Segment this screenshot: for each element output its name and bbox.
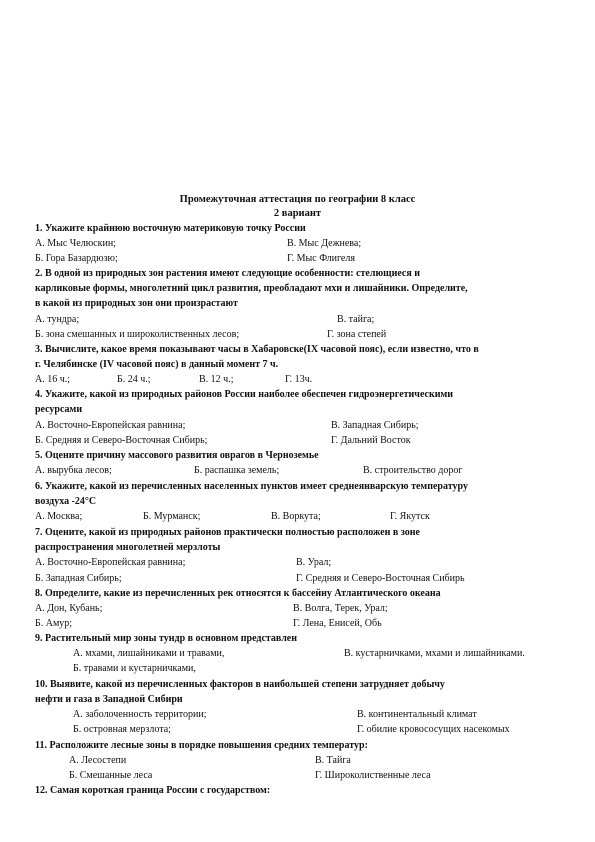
option-7a: А. Восточно-Европейская равнина;: [35, 557, 186, 568]
option-8b: Б. Амур;: [35, 618, 73, 629]
question-2-line-3: в какой из природных зон они произрастают: [35, 298, 238, 309]
option-1a: А. Мыс Челюскин;: [35, 238, 116, 249]
option-10b: Б. островная мерзлота;: [73, 724, 171, 735]
option-7b: Б. Западная Сибирь;: [35, 573, 122, 584]
question-5: 5. Оцените причину массового развития оврагов в Черноземье: [35, 450, 319, 461]
option-4v: В. Западная Сибирь;: [331, 420, 419, 431]
option-8a: А. Дон, Кубань;: [35, 603, 103, 614]
option-6g: Г. Якутск: [390, 511, 430, 522]
question-7-line-1: 7. Оцените, какой из природных районов практически полностью расположен в зоне: [35, 527, 420, 538]
option-5a: А. вырубка лесов;: [35, 465, 112, 476]
option-3a: А. 16 ч.;: [35, 374, 71, 385]
option-3b: Б. 24 ч.;: [117, 374, 151, 385]
question-6-line-2: воздуха -24°С: [35, 496, 97, 507]
question-10-line-2: нефти и газа в Западной Сибири: [35, 694, 183, 705]
variant-label: 2 вариант: [273, 208, 322, 219]
question-7-line-2: распространения многолетней мерзлоты: [35, 542, 221, 553]
option-9a: А. мхами, лишайниками и травами,: [73, 648, 225, 659]
document-title: Промежуточная аттестация по географии 8 класс: [179, 194, 416, 205]
option-5v: В. строительство дорог: [363, 465, 463, 476]
question-2-line-1: 2. В одной из природных зон растения имеют следующие особенности: стелющиеся и: [35, 268, 420, 279]
option-3v: В. 12 ч.;: [199, 374, 234, 385]
option-7v: В. Урал;: [296, 557, 332, 568]
option-9b: Б. травами и кустарничками,: [73, 663, 196, 674]
option-2b: Б. зона смешанных и широколиственных лесов;: [35, 329, 240, 340]
option-4g: Г. Дальний Восток: [331, 435, 411, 446]
option-2a: А. тундра;: [35, 314, 80, 325]
option-10v: В. континентальный климат: [357, 709, 477, 720]
option-11v: В. Тайга: [315, 755, 351, 766]
option-4b: Б. Средняя и Северо-Восточная Сибирь;: [35, 435, 208, 446]
option-2v: В. тайга;: [337, 314, 375, 325]
option-11b: Б. Смешанные леса: [69, 770, 153, 781]
question-3-line-2: г. Челябинске (IV часовой пояс) в данный момент 7 ч.: [35, 359, 279, 370]
option-6v: В. Воркута;: [271, 511, 321, 522]
question-4-line-1: 4. Укажите, какой из природных районов России наиболее обеспечен гидроэнергетическими: [35, 389, 454, 400]
option-6b: Б. Мурманск;: [143, 511, 201, 522]
option-3g: Г. 13ч.: [285, 374, 313, 385]
question-8: 8. Определите, какие из перечисленных рек относятся к бассейну Атлантического океана: [35, 588, 441, 599]
option-9v: В. кустарничками, мхами и лишайниками.: [344, 648, 525, 659]
question-12: 12. Самая короткая граница России с государством:: [35, 785, 271, 796]
option-11a: А. Лесостепи: [69, 755, 127, 766]
option-10a: А. заболоченность территории;: [73, 709, 207, 720]
option-4a: А. Восточно-Европейская равнина;: [35, 420, 186, 431]
option-6a: А. Москва;: [35, 511, 83, 522]
question-11: 11. Расположите лесные зоны в порядке повышения средних температур:: [35, 740, 368, 751]
option-5b: Б. распашка земель;: [194, 465, 280, 476]
question-4-line-2: ресурсами: [35, 404, 83, 415]
option-1g: Г. Мыс Флигеля: [287, 253, 355, 264]
option-2g: Г. зона степей: [327, 329, 387, 340]
option-7g: Г. Средняя и Северо-Восточная Сибирь: [296, 573, 465, 584]
option-11g: Г. Широколиственные леса: [315, 770, 431, 781]
option-8g: Г. Лена, Енисей, Обь: [293, 618, 382, 629]
question-9: 9. Растительный мир зоны тундр в основном представлен: [35, 633, 298, 644]
question-6-line-1: 6. Укажите, какой из перечисленных населенных пунктов имеет среднеянварскую температуру: [35, 481, 468, 492]
option-8v: В. Волга, Терек, Урал;: [293, 603, 388, 614]
question-3-line-1: 3. Вычислите, какое время показывают часы в Хабаровске(IX часовой пояс), если известно, что в: [35, 344, 479, 355]
question-10-line-1: 10. Выявите, какой из перечисленных факторов в наибольшей степени затрудняет добычу: [35, 679, 445, 690]
question-1: 1. Укажите крайнюю восточную материковую точку России: [35, 223, 306, 234]
option-1v: В. Мыс Дежнева;: [287, 238, 362, 249]
option-1b: Б. Гора Базардюзю;: [35, 253, 118, 264]
question-2-line-2: карликовые формы, многолетний цикл развития, преобладают мхи и лишайники. Определите,: [35, 283, 468, 294]
option-10g: Г. обилие кровососущих насекомых: [357, 724, 510, 735]
